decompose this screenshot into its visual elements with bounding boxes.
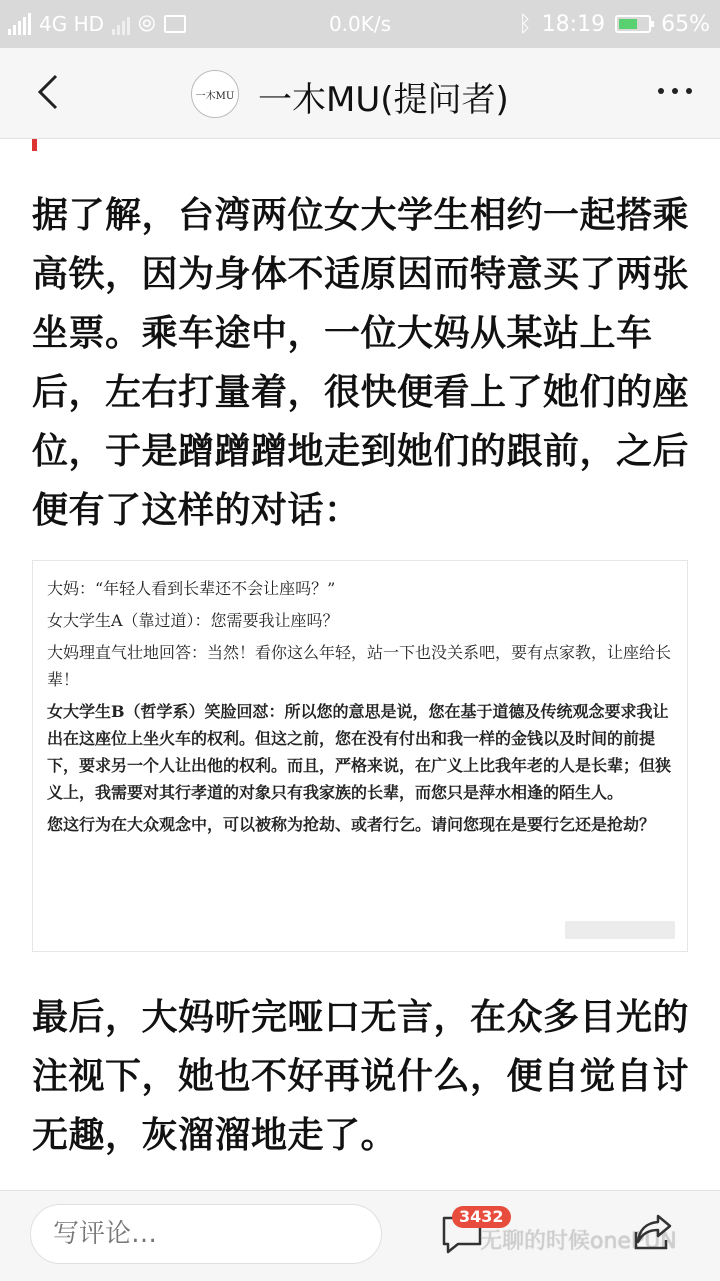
bluetooth-icon: ᛒ <box>518 11 532 37</box>
status-right <box>518 0 710 48</box>
quoted-image[interactable] <box>32 560 688 952</box>
network-speed: 0.0K/s <box>328 12 392 36</box>
heading-marker <box>32 139 37 151</box>
more-icon[interactable] <box>658 88 692 94</box>
comment-count-badge: 3432 <box>452 1206 511 1228</box>
quote-line: 女大学生B（哲学系）笑脸回怼：所以您的意思是说，您在基于道德及传统观念要求我让出在这座位上坐火车的权利。但这之前，您在没有付出和我一样的金钱以及时间的前提下，要求另一个人让出他的权利。而且，严格来说，在广义上比我年老的人是长辈；但狭义上，我需要对其行孝道的对象只有我家族的长辈，而您只是萍水相逢的陌生人。 <box>47 702 672 802</box>
battery-percent: 65% <box>661 11 710 37</box>
avatar-text: 一木MU <box>195 90 235 102</box>
share-icon[interactable] <box>632 1212 674 1252</box>
status-bar <box>0 0 720 48</box>
battery-icon <box>615 15 651 33</box>
status-left <box>8 0 186 48</box>
back-icon[interactable] <box>28 70 72 114</box>
comment-input[interactable]: 写评论… <box>30 1204 382 1264</box>
network-label: 4G HD <box>39 12 105 36</box>
quote-line: 大妈：“年轻人看到长辈还不会让座吗？” <box>47 579 336 598</box>
quote-watermark <box>565 921 675 939</box>
quote-line: 大妈理直气壮地回答：当然！看你这么年轻，站一下也没关系吧，要有点家教，让座给长辈！ <box>47 643 672 689</box>
watermark: 无聊的时候onePUN <box>480 1229 677 1254</box>
article-paragraph-1: 据了解，台湾两位女大学生相约一起搭乘高铁，因为身体不适原因而特意买了两张坐票。乘车途中，一位大妈从某站上车后，左右打量着，很快便看上了她们的座位，于是蹭蹭蹭地走到她们的跟前，之后便有了这样的对话： <box>32 195 690 531</box>
avatar[interactable] <box>191 70 239 118</box>
quote-line: 女大学生A（靠过道）：您需要我让座吗？ <box>47 611 339 630</box>
wifi-icon: ⦾ <box>138 11 156 37</box>
page-title: 一木MU(提问者) <box>258 80 509 120</box>
clock: 18:19 <box>541 11 606 37</box>
signal-icon <box>8 13 31 35</box>
article-paragraph-2: 最后，大妈听完哑口无言，在众多目光的注视下，她也不好再说什么，便自觉自讨无趣，灰溜溜地走了。 <box>32 997 690 1156</box>
quote-line: 您这行为在大众观念中，可以被称为抢劫、或者行乞。请问您现在是要行乞还是抢劫？ <box>47 815 656 834</box>
signal-2-icon <box>112 13 130 35</box>
clipped-heading <box>0 139 720 153</box>
image-icon <box>164 15 186 33</box>
